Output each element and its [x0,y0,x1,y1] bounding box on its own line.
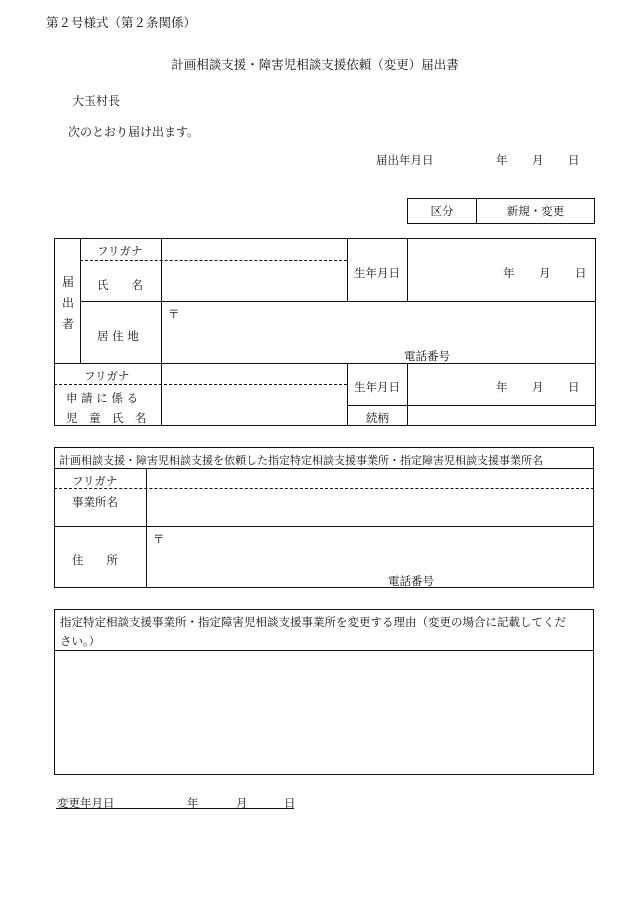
child-birth-year[interactable]: 年 [496,380,508,394]
category-box [407,198,595,224]
office-section-title: 計画相談支援・障害児相談支援を依頼した指定特定相談支援事業所・指定障害児相談支援事業所名 [59,454,543,467]
filing-date-day[interactable]: 日 [568,153,580,167]
filing-date-label: 届出年月日 [376,153,434,167]
change-date-day[interactable]: 日 [284,796,296,810]
applicant-birth-month[interactable]: 月 [539,266,551,280]
office-postal-mark: 〒 [153,532,165,546]
applicant-phone-label: 電話番号 [404,349,450,363]
office-name-label: 事業所名 [72,495,118,509]
document-title: 計画相談支援・障害児相談支援依頼（変更）届出書 [171,57,459,72]
child-birth-month[interactable]: 月 [532,380,544,394]
change-date-month[interactable]: 月 [236,796,248,810]
child-relation-label: 続柄 [366,411,389,425]
applicant-birth-day[interactable]: 日 [575,266,587,280]
child-label-line2: 児 童 氏 名 [66,411,147,425]
applicant-birth-year[interactable]: 年 [503,266,515,280]
office-phone-label: 電話番号 [388,574,434,588]
applicant-section-label: 届 出 者 [62,275,75,331]
child-birthdate-label: 生年月日 [354,380,400,394]
filing-date-year[interactable]: 年 [496,153,508,167]
child-furigana-label: フリガナ [84,369,130,383]
child-birth-day[interactable]: 日 [568,380,580,394]
intro-text: 次のとおり届け出ます。 [68,125,200,139]
reason-title-line2: さい。） [60,634,101,648]
change-date-underline [56,808,294,809]
applicant-address-label: 居 住 地 [97,329,139,343]
applicant-birthdate-label: 生年月日 [354,266,400,280]
form-number-label: 第２号様式（第２条関係） [46,15,197,30]
applicant-name-label: 氏 名 [97,278,143,292]
change-date-label: 変更年月日 [57,796,115,810]
applicant-furigana-label: フリガナ [97,244,143,258]
child-label-line1: 申 請 に 係 る [66,391,139,405]
category-label: 区分 [408,199,477,223]
filing-date-month[interactable]: 月 [532,153,544,167]
office-address-label: 住 所 [72,553,118,567]
recipient: 大玉村長 [72,94,121,108]
category-value[interactable]: 新規・変更 [506,204,565,218]
office-furigana-label: フリガナ [72,474,118,488]
reason-title-line1: 指定特定相談支援事業所・指定障害児相談支援事業所を変更する理由（変更の場合に記載してくだ [60,615,566,629]
change-date-year[interactable]: 年 [187,796,199,810]
applicant-postal-mark: 〒 [168,307,180,321]
reason-input-area[interactable] [55,651,593,774]
